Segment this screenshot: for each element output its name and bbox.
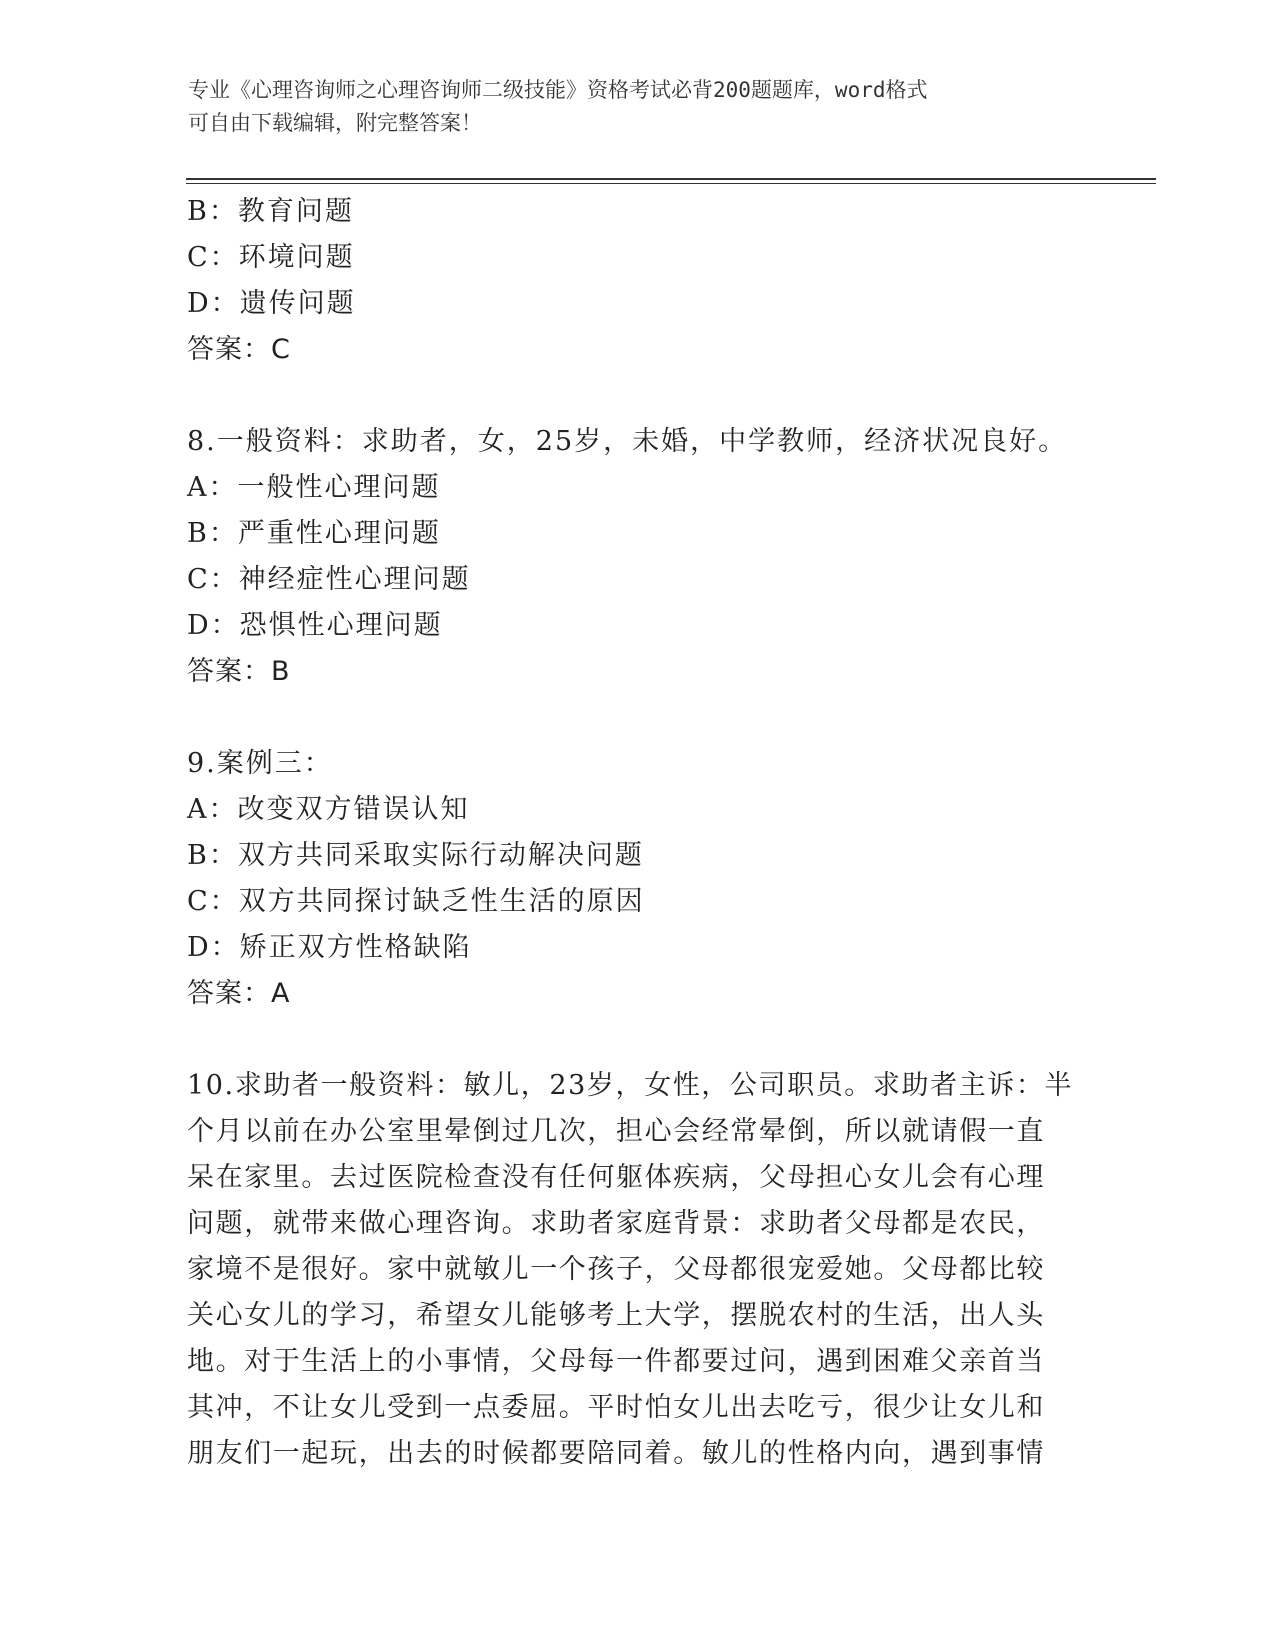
q9-stem: 9.案例三：: [187, 748, 333, 779]
header-line-2: 可自由下载编辑，附完整答案！: [188, 111, 482, 135]
q10-line: 问题，就带来做心理咨询。求助者家庭背景：求助者父母都是农民，: [187, 1208, 1045, 1239]
q8-option-d: D：恐惧性心理问题: [187, 610, 443, 641]
q7-option-b: B：教育问题: [187, 196, 354, 227]
q10-line: 地。对于生活上的小事情，父母每一件都要过问，遇到困难父亲首当: [187, 1346, 1045, 1377]
question-7: [187, 189, 1087, 373]
header-divider-thick: [186, 178, 1156, 180]
q10-line: 10.求助者一般资料：敏儿，23岁，女性，公司职员。求助者主诉：半: [187, 1070, 1074, 1101]
q8-answer: 答案：B: [187, 656, 291, 687]
q7-option-d: D：遗传问题: [187, 288, 356, 319]
q8-option-a: A：一般性心理问题: [187, 472, 441, 503]
header-line-1: 专业《心理咨询师之心理咨询师二级技能》资格考试必背200题题库，word格式: [188, 78, 928, 102]
question-9: [187, 741, 1087, 1017]
q10-line: 朋友们一起玩，出去的时候都要陪同着。敏儿的性格内向，遇到事情: [187, 1438, 1045, 1469]
q10-line: 个月以前在办公室里晕倒过几次，担心会经常晕倒，所以就请假一直: [187, 1116, 1045, 1147]
q10-line: 呆在家里。去过医院检查没有任何躯体疾病，父母担心女儿会有心理: [187, 1162, 1045, 1193]
q9-option-d: D：矫正双方性格缺陷: [187, 932, 472, 963]
q8-stem: 8.一般资料：求助者，女，25岁，未婚，中学教师，经济状况良好。: [187, 426, 1068, 457]
q7-answer: 答案：C: [187, 334, 291, 365]
q9-option-c: C：双方共同探讨缺乏性生活的原因: [187, 886, 645, 917]
document-header: [188, 74, 1068, 140]
q9-option-a: A：改变双方错误认知: [187, 794, 470, 825]
document-body: [187, 189, 1087, 1477]
q10-line: 家境不是很好。家中就敏儿一个孩子，父母都很宠爱她。父母都比较: [187, 1254, 1045, 1285]
q9-answer: 答案：A: [187, 978, 291, 1009]
q10-line: 其冲，不让女儿受到一点委屈。平时怕女儿出去吃亏，很少让女儿和: [187, 1392, 1045, 1423]
q7-option-c: C：环境问题: [187, 242, 355, 273]
q9-option-b: B：双方共同采取实际行动解决问题: [187, 840, 644, 871]
q8-option-c: C：神经症性心理问题: [187, 564, 471, 595]
header-divider-thin: [186, 183, 1156, 184]
question-8: [187, 419, 1087, 695]
question-10: [187, 1063, 1087, 1477]
q10-line: 关心女儿的学习，希望女儿能够考上大学，摆脱农村的生活，出人头: [187, 1300, 1045, 1331]
q8-option-b: B：严重性心理问题: [187, 518, 441, 549]
